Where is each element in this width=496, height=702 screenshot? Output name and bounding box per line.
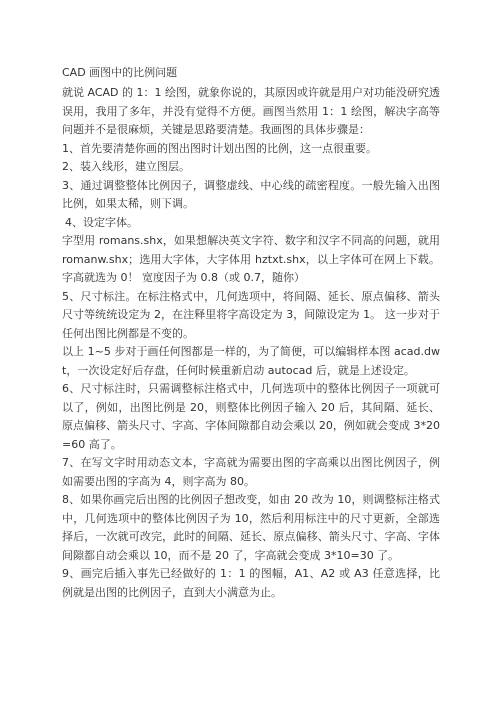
paragraph-step-2: 2、装入线形，建立图层。 <box>62 160 190 173</box>
paragraph-font-settings: 字型用 romans.shx，如果想解决英文字符、数字和汉字不同高的问题，就用 romanw.shx；选用大字体，大字体用 hztxt.shx，以上字体可在网上下载。字高就选为 0！ 宽度因子为 0.8（或 0.7，随你） <box>62 234 440 284</box>
paragraph-step-6: 6、尺寸标注时，只需调整标注格式中，几何选项中的整体比例因子一项就可以了，例如，出图比例是 20，则整体比例因子输入 20 后，其间隔、延长、原点偏移、箭头尺寸、字高、字体间隙都自动会乘以 20，例如就会变成 3*20=60 高了。 <box>62 382 440 451</box>
paragraph-step-3: 3、通过调整整体比例因子，调整虚线、中心线的疏密程度。一般先输入出图比例，如果太稀，则下调。 <box>62 178 440 210</box>
paragraph-intro: 就说 ACAD 的 1：1 绘图，就象你说的，其原因或许就是用户对功能没研究透误用，我用了多年，并没有觉得不方便。画图当然用 1：1 绘图，解决字高等问题并不是很麻烦，关键是思路要清楚。我画图的具体步骤是： <box>62 86 440 136</box>
paragraph-step-4: 4、设定字体。 <box>65 215 138 229</box>
paragraph-step-8: 8、如果你画完后出图的比例因子想改变，如由 20 改为 10，则调整标注格式中，几何选项中的整体比例因子为 10，然后利用标注中的尺寸更新，全部选择后，一次就可改完，此时的间隔、延长、原点偏移、箭头尺寸、字高、字体间隙都自动会乘以 10，而不是 20 了，字高就会变成 3*10=30 了。 <box>62 493 440 562</box>
paragraph-step-7: 7、在写文字时用动态文本，字高就为需要出图的字高乘以出图比例因子，例如需要出图的字高为 4，则字高为 80。 <box>62 456 440 488</box>
document-title: CAD 画图中的比例问题 <box>62 66 178 79</box>
paragraph-step-9: 9、画完后插入事先已经做好的 1：1 的图幅，A1、A2 或 A3 任意选择，比例就是出图的比例因子，直到大小满意为止。 <box>62 567 440 599</box>
paragraph-template-note: 以上 1~5 步对于画任何图都是一样的，为了简便，可以编辑样本图 acad.dwt，一次设定好后存盘，任何时候重新启动 autocad 后，就是上述设定。 <box>62 345 440 377</box>
paragraph-step-5: 5、尺寸标注。在标注格式中，几何选项中，将间隔、延长、原点偏移、箭头尺寸等统统设定为 2，在注释里将字高设定为 3，间隙设定为 1。 这一步对于任何出图比例都是不变的。 <box>62 289 440 340</box>
paragraph-step-1: 1、首先要清楚你画的图出图时计划出图的比例，这一点很重要。 <box>62 141 377 155</box>
